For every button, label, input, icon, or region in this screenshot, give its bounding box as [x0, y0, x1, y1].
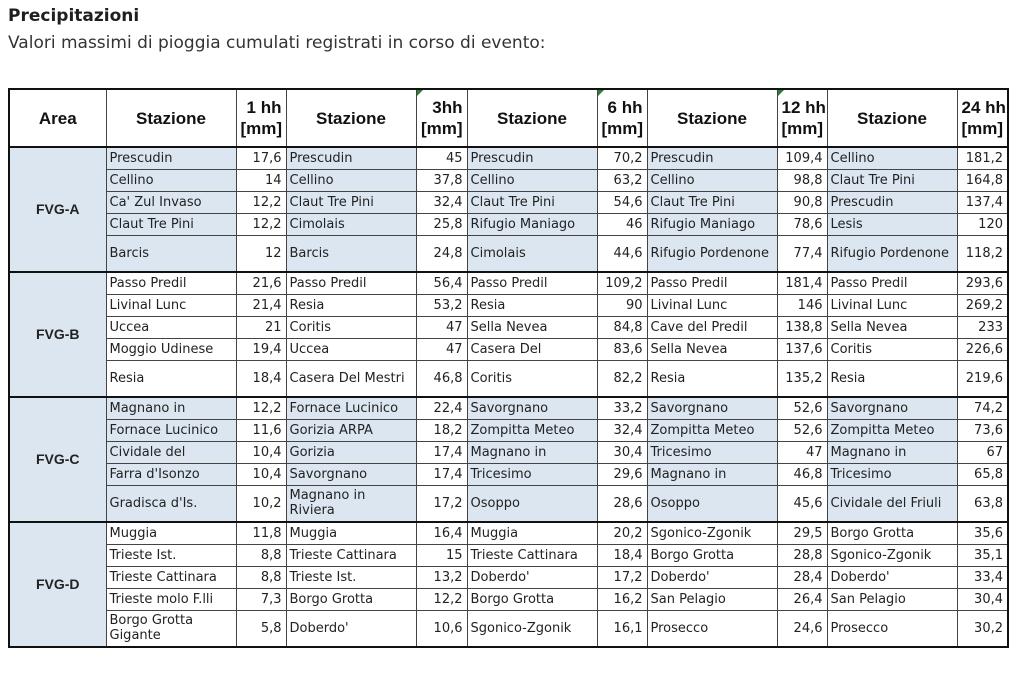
station-cell: Trieste Ist.	[286, 566, 416, 588]
station-cell: Rifugio Maniago	[467, 213, 597, 235]
value-cell: 30,4	[597, 441, 647, 463]
value-cell: 10,4	[236, 441, 286, 463]
value-cell: 146	[777, 294, 827, 316]
station-cell: Magnano in Riviera	[286, 485, 416, 522]
station-cell: Sella Nevea	[467, 316, 597, 338]
value-cell: 28,8	[777, 544, 827, 566]
station-cell: Savorgnano	[647, 397, 777, 419]
station-cell: Resia	[286, 294, 416, 316]
station-cell: Trieste molo F.lli	[106, 588, 236, 610]
value-cell: 32,4	[416, 191, 467, 213]
value-cell: 74,2	[957, 397, 1008, 419]
station-cell: Trieste Cattinara	[467, 544, 597, 566]
table-row	[9, 272, 1008, 294]
value-cell: 70,2	[597, 147, 647, 169]
precipitation-table	[8, 88, 1009, 648]
station-cell: Prescudin	[467, 147, 597, 169]
area-label: FVG-D	[9, 522, 106, 647]
station-cell: Sella Nevea	[647, 338, 777, 360]
value-cell: 12,2	[236, 397, 286, 419]
value-cell: 21,6	[236, 272, 286, 294]
value-cell: 13,2	[416, 566, 467, 588]
station-cell: Trieste Cattinara	[286, 544, 416, 566]
value-cell: 16,2	[597, 588, 647, 610]
value-cell: 82,2	[597, 360, 647, 397]
station-cell: Fornace Lucinico	[286, 397, 416, 419]
value-cell: 53,2	[416, 294, 467, 316]
station-cell: Osoppo	[647, 485, 777, 522]
station-cell: Claut Tre Pini	[106, 213, 236, 235]
station-cell: Resia	[647, 360, 777, 397]
value-cell: 52,6	[777, 397, 827, 419]
value-cell: 65,8	[957, 463, 1008, 485]
station-cell: Doberdo'	[286, 610, 416, 647]
value-cell: 226,6	[957, 338, 1008, 360]
value-cell: 63,2	[597, 169, 647, 191]
station-cell: Fornace Lucinico	[106, 419, 236, 441]
header-station-1h: Stazione	[106, 89, 236, 147]
station-cell: Zompitta Meteo	[467, 419, 597, 441]
value-cell: 137,6	[777, 338, 827, 360]
station-cell: Trieste Cattinara	[106, 566, 236, 588]
station-cell: Claut Tre Pini	[827, 169, 957, 191]
value-cell: 45,6	[777, 485, 827, 522]
station-cell: Osoppo	[467, 485, 597, 522]
station-cell: Passo Predil	[286, 272, 416, 294]
value-cell: 8,8	[236, 566, 286, 588]
value-cell: 21	[236, 316, 286, 338]
station-cell: Gradisca d'Is.	[106, 485, 236, 522]
value-cell: 293,6	[957, 272, 1008, 294]
value-cell: 33,4	[957, 566, 1008, 588]
value-cell: 12,2	[416, 588, 467, 610]
station-cell: Prescudin	[647, 147, 777, 169]
table-row	[9, 338, 1008, 360]
value-cell: 20,2	[597, 522, 647, 544]
area-label: FVG-A	[9, 147, 106, 272]
value-cell: 120	[957, 213, 1008, 235]
station-cell: Farra d'Isonzo	[106, 463, 236, 485]
value-cell: 45	[416, 147, 467, 169]
value-cell: 44,6	[597, 235, 647, 272]
value-cell: 181,2	[957, 147, 1008, 169]
value-cell: 10,6	[416, 610, 467, 647]
area-group-fvg-b	[9, 272, 1008, 397]
station-cell: Zompitta Meteo	[647, 419, 777, 441]
station-cell: Claut Tre Pini	[647, 191, 777, 213]
value-cell: 269,2	[957, 294, 1008, 316]
station-cell: Casera Del Mestri	[286, 360, 416, 397]
value-cell: 16,1	[597, 610, 647, 647]
value-cell: 18,4	[236, 360, 286, 397]
station-cell: Tricesimo	[647, 441, 777, 463]
header-area: Area	[9, 89, 106, 147]
station-cell: Cimolais	[286, 213, 416, 235]
area-group-fvg-c	[9, 397, 1008, 522]
station-cell: Doberdo'	[827, 566, 957, 588]
table-row	[9, 588, 1008, 610]
value-cell: 28,6	[597, 485, 647, 522]
value-cell: 109,2	[597, 272, 647, 294]
station-cell: Claut Tre Pini	[286, 191, 416, 213]
station-cell: Rifugio Maniago	[647, 213, 777, 235]
value-cell: 46,8	[416, 360, 467, 397]
station-cell: Moggio Udinese	[106, 338, 236, 360]
table-row	[9, 566, 1008, 588]
value-cell: 29,6	[597, 463, 647, 485]
area-label: FVG-C	[9, 397, 106, 522]
value-cell: 7,3	[236, 588, 286, 610]
station-cell: Cellino	[647, 169, 777, 191]
station-cell: Cave del Predil	[647, 316, 777, 338]
value-cell: 15	[416, 544, 467, 566]
station-cell: Ca' Zul Invaso	[106, 191, 236, 213]
station-cell: Magnano in	[647, 463, 777, 485]
station-cell: Sgonico-Zgonik	[467, 610, 597, 647]
station-cell: Uccea	[286, 338, 416, 360]
station-cell: Barcis	[106, 235, 236, 272]
value-cell: 22,4	[416, 397, 467, 419]
table-row	[9, 419, 1008, 441]
station-cell: Livinal Lunc	[827, 294, 957, 316]
station-cell: Passo Predil	[827, 272, 957, 294]
station-cell: Borgo Grotta	[647, 544, 777, 566]
station-cell: Cividale del Friuli	[827, 485, 957, 522]
value-cell: 84,8	[597, 316, 647, 338]
value-cell: 46,8	[777, 463, 827, 485]
value-cell: 14	[236, 169, 286, 191]
station-cell: Resia	[106, 360, 236, 397]
station-cell: San Pelagio	[647, 588, 777, 610]
table-row	[9, 169, 1008, 191]
station-cell: Magnano in	[467, 441, 597, 463]
value-cell: 17,2	[416, 485, 467, 522]
value-cell: 18,2	[416, 419, 467, 441]
value-cell: 19,4	[236, 338, 286, 360]
station-cell: Doberdo'	[467, 566, 597, 588]
value-cell: 28,4	[777, 566, 827, 588]
station-cell: Borgo Grotta	[286, 588, 416, 610]
station-cell: Livinal Lunc	[106, 294, 236, 316]
value-cell: 47	[777, 441, 827, 463]
station-cell: Lesis	[827, 213, 957, 235]
value-cell: 32,4	[597, 419, 647, 441]
value-cell: 11,6	[236, 419, 286, 441]
value-cell: 17,4	[416, 463, 467, 485]
value-cell: 54,6	[597, 191, 647, 213]
header-24h: 24 hh [mm]	[957, 89, 1008, 147]
station-cell: Sgonico-Zgonik	[647, 522, 777, 544]
table-row	[9, 360, 1008, 397]
table-row	[9, 463, 1008, 485]
station-cell: Muggia	[467, 522, 597, 544]
value-cell: 181,4	[777, 272, 827, 294]
value-cell: 118,2	[957, 235, 1008, 272]
station-cell: Uccea	[106, 316, 236, 338]
station-cell: Magnano in	[827, 441, 957, 463]
value-cell: 16,4	[416, 522, 467, 544]
value-cell: 17,2	[597, 566, 647, 588]
value-cell: 98,8	[777, 169, 827, 191]
station-cell: Cividale del	[106, 441, 236, 463]
station-cell: Cimolais	[467, 235, 597, 272]
value-cell: 90	[597, 294, 647, 316]
station-cell: Doberdo'	[647, 566, 777, 588]
value-cell: 12	[236, 235, 286, 272]
station-cell: Coritis	[827, 338, 957, 360]
station-cell: Casera Del	[467, 338, 597, 360]
station-cell: Gorizia ARPA	[286, 419, 416, 441]
station-cell: Borgo Grotta	[467, 588, 597, 610]
table-row	[9, 397, 1008, 419]
station-cell: Borgo Grotta	[827, 522, 957, 544]
table-row	[9, 610, 1008, 647]
station-cell: Passo Predil	[467, 272, 597, 294]
area-label: FVG-B	[9, 272, 106, 397]
value-cell: 17,4	[416, 441, 467, 463]
station-cell: Resia	[827, 360, 957, 397]
station-cell: Borgo Grotta Gigante	[106, 610, 236, 647]
value-cell: 8,8	[236, 544, 286, 566]
header-6h: 6 hh [mm]	[597, 89, 647, 147]
value-cell: 67	[957, 441, 1008, 463]
station-cell: Cellino	[286, 169, 416, 191]
station-cell: Livinal Lunc	[647, 294, 777, 316]
value-cell: 5,8	[236, 610, 286, 647]
value-cell: 21,4	[236, 294, 286, 316]
table-row	[9, 544, 1008, 566]
value-cell: 138,8	[777, 316, 827, 338]
value-cell: 233	[957, 316, 1008, 338]
station-cell: Savorgnano	[467, 397, 597, 419]
value-cell: 26,4	[777, 588, 827, 610]
value-cell: 12,2	[236, 213, 286, 235]
area-group-fvg-a	[9, 147, 1008, 272]
value-cell: 78,6	[777, 213, 827, 235]
value-cell: 35,1	[957, 544, 1008, 566]
value-cell: 90,8	[777, 191, 827, 213]
header-12h: 12 hh [mm]	[777, 89, 827, 147]
station-cell: Cellino	[106, 169, 236, 191]
value-cell: 52,6	[777, 419, 827, 441]
table-row	[9, 522, 1008, 544]
station-cell: Prosecco	[647, 610, 777, 647]
header-station-24h: Stazione	[827, 89, 957, 147]
station-cell: Coritis	[467, 360, 597, 397]
value-cell: 135,2	[777, 360, 827, 397]
value-cell: 35,6	[957, 522, 1008, 544]
station-cell: Coritis	[286, 316, 416, 338]
value-cell: 24,8	[416, 235, 467, 272]
value-cell: 164,8	[957, 169, 1008, 191]
station-cell: Magnano in	[106, 397, 236, 419]
precipitation-table-container	[8, 88, 1009, 648]
station-cell: Prescudin	[106, 147, 236, 169]
station-cell: Muggia	[106, 522, 236, 544]
station-cell: Cellino	[827, 147, 957, 169]
table-row	[9, 235, 1008, 272]
value-cell: 73,6	[957, 419, 1008, 441]
station-cell: Claut Tre Pini	[467, 191, 597, 213]
value-cell: 18,4	[597, 544, 647, 566]
station-cell: Passo Predil	[106, 272, 236, 294]
value-cell: 29,5	[777, 522, 827, 544]
header-3h: 3hh [mm]	[416, 89, 467, 147]
value-cell: 83,6	[597, 338, 647, 360]
station-cell: Rifugio Pordenone	[827, 235, 957, 272]
value-cell: 30,2	[957, 610, 1008, 647]
value-cell: 77,4	[777, 235, 827, 272]
value-cell: 24,6	[777, 610, 827, 647]
value-cell: 30,4	[957, 588, 1008, 610]
station-cell: Barcis	[286, 235, 416, 272]
value-cell: 37,8	[416, 169, 467, 191]
table-row	[9, 213, 1008, 235]
station-cell: Resia	[467, 294, 597, 316]
station-cell: Prosecco	[827, 610, 957, 647]
value-cell: 63,8	[957, 485, 1008, 522]
value-cell: 47	[416, 316, 467, 338]
station-cell: Cellino	[467, 169, 597, 191]
table-row	[9, 441, 1008, 463]
station-cell: Zompitta Meteo	[827, 419, 957, 441]
table-row	[9, 316, 1008, 338]
station-cell: Sgonico-Zgonik	[827, 544, 957, 566]
station-cell: Passo Predil	[647, 272, 777, 294]
value-cell: 137,4	[957, 191, 1008, 213]
header-station-6h: Stazione	[467, 89, 597, 147]
table-row	[9, 294, 1008, 316]
station-cell: Gorizia	[286, 441, 416, 463]
station-cell: Tricesimo	[827, 463, 957, 485]
station-cell: Prescudin	[827, 191, 957, 213]
station-cell: Tricesimo	[467, 463, 597, 485]
station-cell: Sella Nevea	[827, 316, 957, 338]
value-cell: 17,6	[236, 147, 286, 169]
value-cell: 11,8	[236, 522, 286, 544]
station-cell: Rifugio Pordenone	[647, 235, 777, 272]
value-cell: 10,2	[236, 485, 286, 522]
station-cell: Prescudin	[286, 147, 416, 169]
value-cell: 33,2	[597, 397, 647, 419]
table-row	[9, 485, 1008, 522]
value-cell: 25,8	[416, 213, 467, 235]
value-cell: 10,4	[236, 463, 286, 485]
value-cell: 56,4	[416, 272, 467, 294]
page-subtitle: Valori massimi di pioggia cumulati registrati in corso di evento:	[8, 33, 546, 53]
value-cell: 47	[416, 338, 467, 360]
header-station-3h: Stazione	[286, 89, 416, 147]
station-cell: Muggia	[286, 522, 416, 544]
value-cell: 12,2	[236, 191, 286, 213]
value-cell: 109,4	[777, 147, 827, 169]
header-row	[9, 89, 1008, 147]
header-station-12h: Stazione	[647, 89, 777, 147]
station-cell: Savorgnano	[827, 397, 957, 419]
station-cell: Savorgnano	[286, 463, 416, 485]
station-cell: Trieste Ist.	[106, 544, 236, 566]
table-row	[9, 147, 1008, 169]
page-title: Precipitazioni	[8, 6, 140, 26]
table-row	[9, 191, 1008, 213]
value-cell: 46	[597, 213, 647, 235]
value-cell: 219,6	[957, 360, 1008, 397]
header-1h: 1 hh [mm]	[236, 89, 286, 147]
area-group-fvg-d	[9, 522, 1008, 647]
station-cell: San Pelagio	[827, 588, 957, 610]
